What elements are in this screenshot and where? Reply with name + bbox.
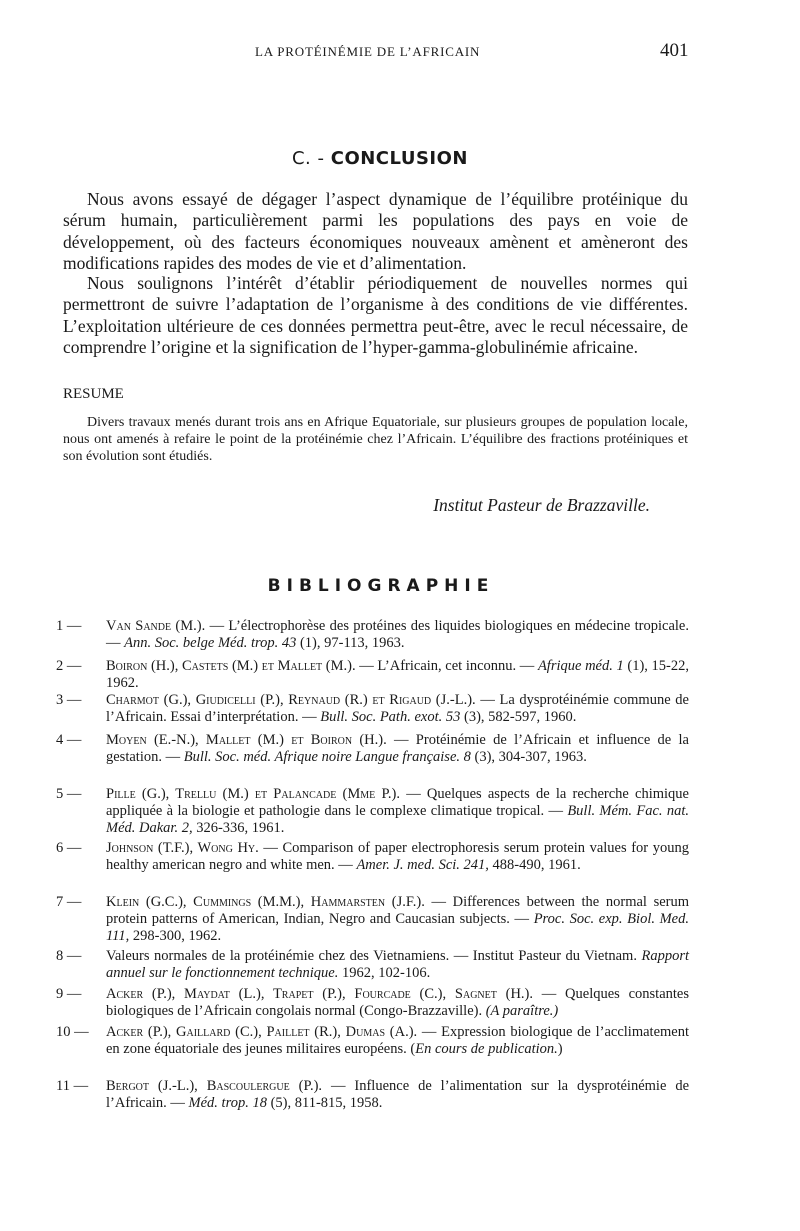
- reference-number: 1 —: [56, 618, 82, 634]
- section-heading: [0, 148, 760, 169]
- reference-journal: Afrique méd. 1: [537, 658, 624, 674]
- reference-text: [106, 840, 689, 874]
- section-title: CONCLUSION: [330, 148, 468, 169]
- reference-authors: Van Sande (M.).: [106, 618, 206, 634]
- reference-journal: Bull. Soc. méd. Afrique noire Langue française. 8: [183, 749, 471, 765]
- reference-number: 8 —: [56, 948, 82, 964]
- reference-number: 10 —: [56, 1024, 89, 1040]
- reference-authors: Johnson (T.F.), Wong Hy.: [106, 840, 259, 856]
- reference-citation: (5), 811-815, 1958.: [266, 1095, 383, 1111]
- reference-title: — Expression biologique de l’acclimatement en zone équatoriale des jeunes militaires européens. (: [106, 1024, 690, 1057]
- reference-authors: Bergot (J.-L.), Bascoulergue (P.).: [106, 1078, 323, 1094]
- reference-title: — Quelques constantes biologiques de l’Africain congolais normal (Congo-Brazzaville).: [106, 986, 689, 1019]
- reference-number: 3 —: [56, 692, 82, 708]
- reference-number: 2 —: [56, 658, 82, 674]
- reference-title: — La dysprotéinémie commune de l’Africain. Essai d’interprétation. —: [106, 692, 689, 725]
- reference-journal: Ann. Soc. belge Méd. trop. 43: [124, 635, 297, 651]
- reference-citation: 1962, 102-106.: [338, 965, 431, 981]
- resume-title: RESUME: [63, 386, 124, 402]
- reference-title: — Protéinémie de l’Africain et influence de la gestation. —: [106, 732, 689, 765]
- reference-citation: (1), 97-113, 1963.: [296, 635, 405, 651]
- reference-citation: 326-336, 1961.: [192, 820, 285, 836]
- reference-journal: Bull. Soc. Path. exot. 53: [320, 709, 461, 725]
- reference-number: 11 —: [56, 1078, 89, 1094]
- affiliation: Institut Pasteur de Brazzaville.: [433, 495, 650, 515]
- reference-number: 7 —: [56, 894, 82, 910]
- page-number: 401: [660, 40, 689, 61]
- reference-citation: 298-300, 1962.: [129, 928, 222, 944]
- conclusion-paragraph-1: [63, 189, 688, 275]
- reference-authors: Acker (P.), Maydat (L.), Trapet (P.), Fourcade (C.), Sagnet (H.).: [106, 986, 534, 1002]
- reference-citation: 488-490, 1961.: [488, 857, 581, 873]
- reference-text: [106, 1078, 689, 1112]
- reference-title: — Comparison of paper electrophoresis serum protein values for young healthy american negro and white men. —: [106, 840, 689, 873]
- conclusion-paragraph-2: [63, 273, 688, 359]
- reference-authors: Boiron (H.), Castets (M.) et Mallet (M.).: [106, 658, 356, 674]
- reference-authors: Acker (P.), Gaillard (C.), Paillet (R.), Dumas (A.).: [106, 1024, 418, 1040]
- reference-journal: Bull. Mém. Fac. nat. Méd. Dakar. 2,: [106, 803, 689, 836]
- reference-journal: En cours de publication.: [415, 1041, 558, 1057]
- reference-title: — L’Africain, cet inconnu. —: [355, 658, 538, 674]
- reference-text: [106, 786, 689, 837]
- reference-number: 9 —: [56, 986, 82, 1002]
- reference-authors: Charmot (G.), Giudicelli (P.), Reynaud (R.) et Rigaud (J.-L.).: [106, 692, 476, 708]
- reference-journal: Proc. Soc. exp. Biol. Med. 111,: [106, 911, 689, 944]
- reference-authors: Moyen (E.-N.), Mallet (M.) et Boiron (H.).: [106, 732, 387, 748]
- reference-text: [106, 1024, 689, 1058]
- conclusion-paragraph-2-text: Nous soulignons l’intérêt d’établir périodiquement de nouvelles normes qui permettront de suivre l’adaptation de l’organisme à des conditions de vie différentes. L’exploitation ultérieure de ces données permettra peut-être, avec le recul nécessaire, de comprendre l’origine et la signification de l’hyper-gamma-globulinémie africaine.: [63, 273, 688, 358]
- reference-journal: Méd. trop. 18: [188, 1095, 267, 1111]
- reference-number: 4 —: [56, 732, 82, 748]
- reference-journal: Rapport annuel sur le fonctionnement technique.: [106, 948, 689, 981]
- reference-text: [106, 658, 689, 692]
- resume-text: [63, 414, 688, 465]
- reference-number: 6 —: [56, 840, 82, 856]
- reference-number: 5 —: [56, 786, 82, 802]
- reference-citation: ): [557, 1041, 563, 1057]
- reference-journal: Amer. J. med. Sci. 241,: [356, 857, 489, 873]
- reference-text: [106, 618, 689, 652]
- reference-title: — Quelques aspects de la recherche chimique appliquée à la biologie et pathologie dans le complexe climatique tropical. —: [106, 786, 689, 819]
- reference-title: — Influence de l’alimentation sur la dysprotéinémie de l’Africain. —: [106, 1078, 690, 1111]
- reference-text: [106, 948, 689, 982]
- reference-journal: (A paraître.): [485, 1003, 559, 1019]
- running-head: LA PROTÉINÉMIE DE L’AFRICAIN: [255, 44, 481, 59]
- reference-text: [106, 692, 689, 726]
- bibliography-heading: BIBLIOGRAPHIE: [267, 576, 495, 596]
- reference-title: Valeurs normales de la protéinémie chez des Vietnamiens. — Institut Pasteur du Vietnam.: [106, 948, 642, 964]
- reference-title: — Differences between the normal serum protein patterns of American, Indian, Negro and Caucasian subjects. —: [106, 894, 689, 927]
- reference-title: — L’électrophorèse des protéines des liquides biologiques en médecine tropicale. —: [106, 618, 689, 651]
- reference-authors: Pille (G.), Trellu (M.) et Palancade (Mme P.).: [106, 786, 401, 802]
- resume-text-body: Divers travaux menés durant trois ans en Afrique Equatoriale, sur plusieurs groupes de population locale, nous ont amenés à refaire le point de la protéinémie chez l’Africain. L’équilibre des fractions protéiniques et son évolution sont étudiés.: [63, 415, 688, 464]
- conclusion-paragraph-1-text: Nous avons essayé de dégager l’aspect dynamique de l’équilibre protéinique du sérum humain, particulièrement parmi les populations des pays en voie de développement, où des facteurs économiques nouveaux amènent et amèneront des modifications rapides des modes de vie et d’alimentation.: [63, 189, 688, 274]
- reference-citation: (1), 15-22, 1962.: [106, 658, 690, 691]
- reference-citation: (3), 304-307, 1963.: [470, 749, 587, 765]
- reference-authors: Klein (G.C.), Cummings (M.M.), Hammarsten (J.F.).: [106, 894, 425, 910]
- reference-text: [106, 732, 689, 766]
- reference-text: [106, 986, 689, 1020]
- reference-text: [106, 894, 689, 945]
- section-letter: C. -: [291, 148, 325, 169]
- reference-citation: (3), 582-597, 1960.: [460, 709, 577, 725]
